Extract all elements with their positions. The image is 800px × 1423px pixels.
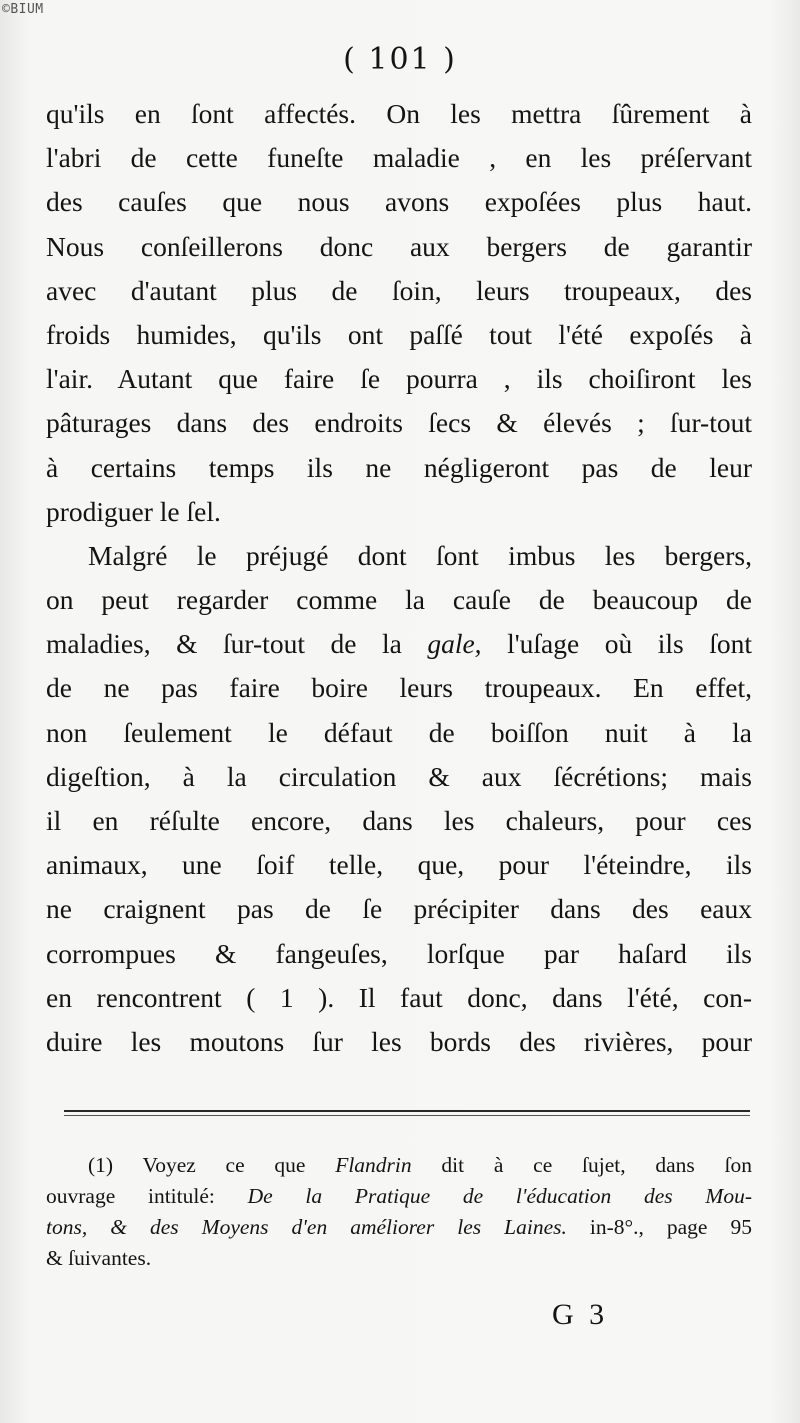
text-line: de ne pas faire boire leurs troupeaux. En effet, [46, 672, 752, 704]
text-segment: dit à ce ſujet, dans ſon [441, 1153, 753, 1177]
footnote-line: & ſuivantes. [46, 1246, 152, 1270]
text-segment: maladies, & ſur-tout de la [46, 628, 402, 660]
text-line: on peut regarder comme la cauſe de beaucoup de [46, 584, 752, 616]
text-line: l'abri de cette funeſte maladie , en les préſervant [46, 142, 752, 174]
italic-term: gale, [427, 628, 482, 660]
footnote-divider [64, 1110, 750, 1112]
text-line: ne craignent pas de ſe précipiter dans des eaux [46, 893, 752, 925]
text-line: duire les moutons ſur les bords des rivières, pour [46, 1025, 752, 1057]
text-line: non ſeulement le défaut de boiſſon nuit à la [46, 716, 752, 748]
footnote-line [46, 1150, 752, 1181]
footnote-divider-thin [64, 1115, 750, 1116]
watermark: ©BIUM [2, 2, 44, 17]
text-line: froids humides, qu'ils ont paſſé tout l'été expoſés à [46, 318, 752, 350]
text-line: il en réſulte encore, dans les chaleurs, pour ces [46, 805, 752, 836]
text-line: pâturages dans des endroits ſecs & élevés ; ſur-tout [46, 407, 752, 439]
body-text [46, 92, 752, 1064]
text-line: Nous conſeillerons donc aux bergers de garantir [46, 230, 752, 262]
text-line: avec d'autant plus de ſoin, leurs troupeaux, des [46, 274, 752, 306]
signature-mark: G 3 [552, 1298, 609, 1331]
text-line: des cauſes que nous avons expoſées plus haut. [46, 186, 752, 218]
text-segment: (1) Voyez ce que [88, 1153, 306, 1177]
page-number: ( 101 ) [343, 42, 457, 77]
italic-title: De la Pratique de l'éducation des Mou- [247, 1184, 752, 1208]
text-line: animaux, une ſoif telle, que, pour l'éteindre, ils [46, 849, 752, 881]
text-line [46, 622, 752, 666]
italic-term: Flandrin [335, 1153, 412, 1177]
text-segment: l'uſage où ils ſont [507, 628, 753, 660]
text-line: digeſtion, à la circulation & aux ſécrétions; mais [46, 760, 752, 792]
text-line: à certains temps ils ne négligeront pas de leur [46, 451, 752, 483]
footnote-line [46, 1181, 752, 1212]
text-line: corrompues & fangeuſes, lorſque par haſard ils [46, 937, 752, 969]
footnote-line [46, 1212, 752, 1243]
text-line: qu'ils en ſont affectés. On les mettra ſûrement à [46, 98, 752, 129]
text-line: en rencontrent ( 1 ). Il faut donc, dans l'été, con- [46, 981, 752, 1013]
text-segment: ouvrage intitulé: [46, 1184, 215, 1208]
text-line: Malgré le préjugé dont ſont imbus les bergers, [88, 539, 752, 571]
text-segment: in-8°., page 95 [589, 1215, 753, 1239]
footnote [46, 1150, 752, 1274]
text-line: l'air. Autant que faire ſe pourra , ils choiſiront les [46, 363, 752, 395]
italic-title: tons, & des Moyens d'en améliorer les Laines. [46, 1215, 567, 1239]
text-line: prodiguer le ſel. [46, 495, 221, 527]
